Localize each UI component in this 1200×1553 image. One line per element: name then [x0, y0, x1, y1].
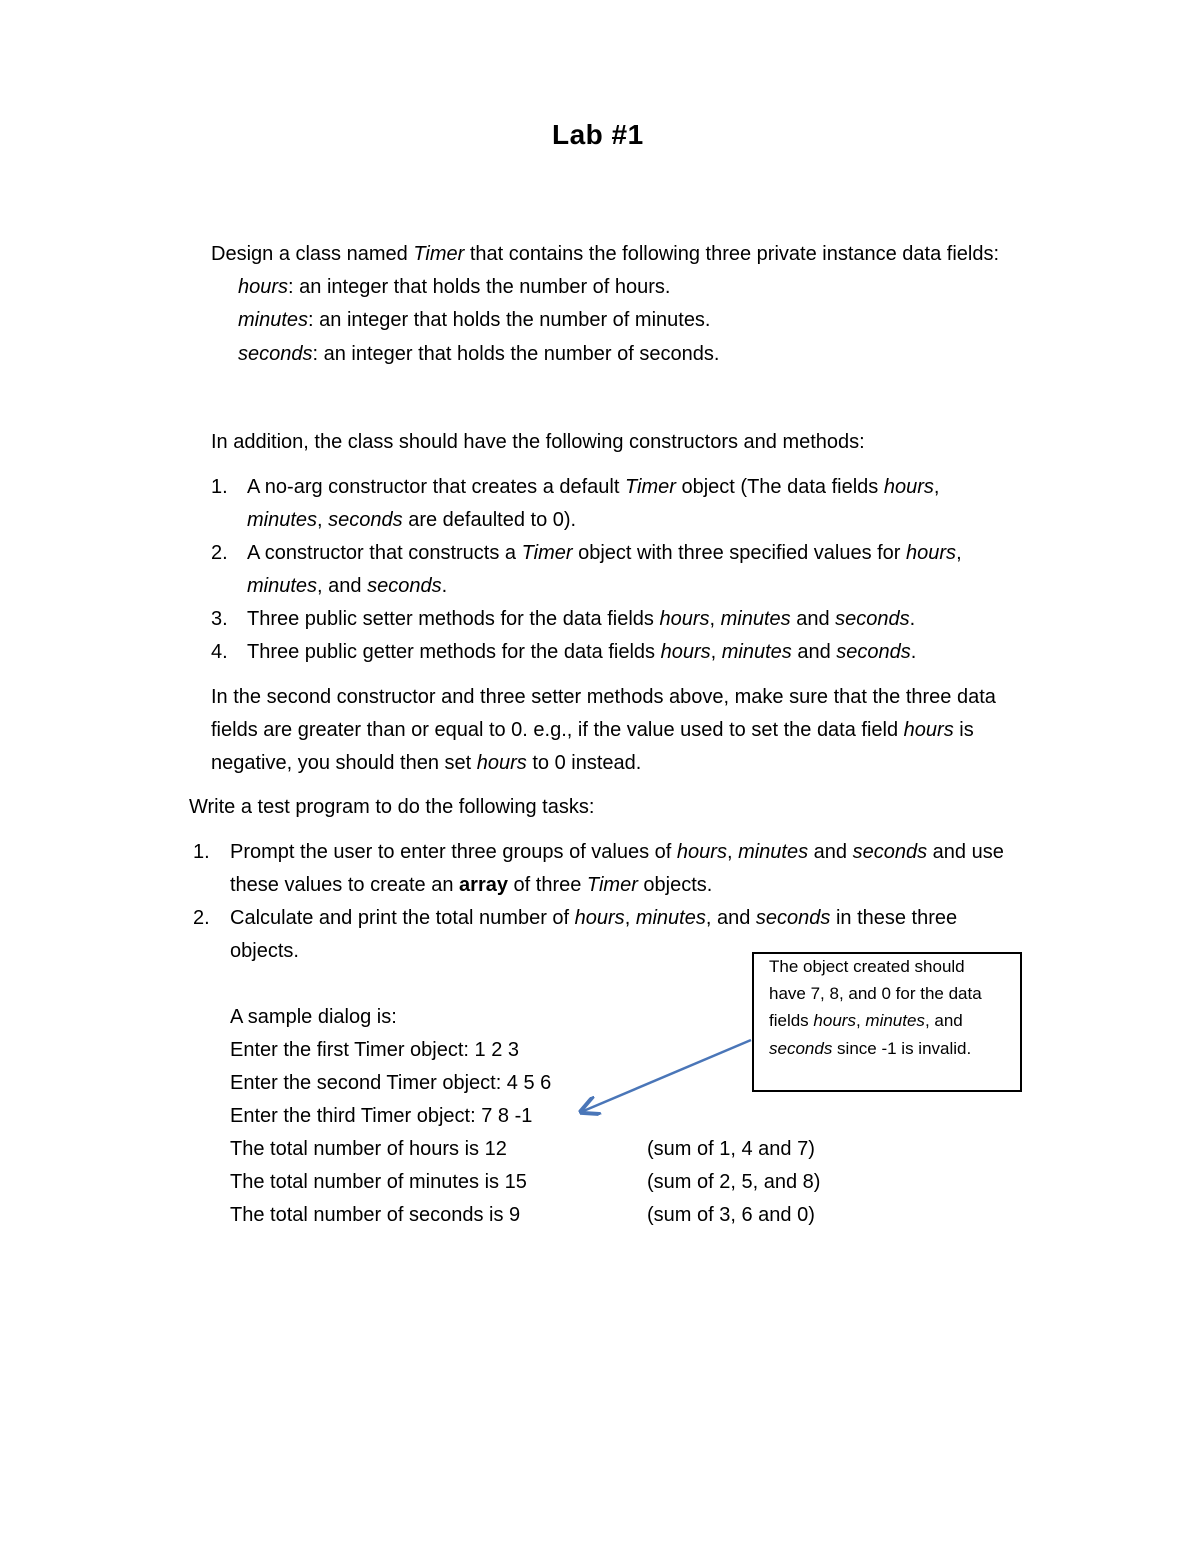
callout-line-2: have 7, 8, and 0 for the data	[769, 984, 982, 1003]
total-label: The total number of seconds is 9	[230, 1204, 521, 1226]
method-item-3: Three public setter methods for the data fields hours, minutes and seconds.	[247, 608, 916, 630]
total-label: The total number of hours is 12	[230, 1138, 507, 1160]
total-note: (sum of 1, 4 and 7)	[647, 1138, 815, 1160]
total-note: (sum of 2, 5, and 8)	[647, 1171, 821, 1193]
sample-line: Enter the second Timer object: 4 5 6	[230, 1072, 552, 1094]
method-item-1-cont: minutes, seconds are defaulted to 0).	[247, 509, 577, 531]
callout-line-4: seconds since -1 is invalid.	[769, 1039, 972, 1058]
method-number: 3.	[211, 608, 228, 630]
callout-line-3: fields hours, minutes, and	[769, 1011, 963, 1030]
method-item-1: A no-arg constructor that creates a default Timer object (The data fields hours,	[247, 476, 940, 498]
constraint-line-2: fields are greater than or equal to 0. e.g., if the value used to set the data field hours is	[211, 719, 974, 741]
task-item-2-cont: objects.	[230, 940, 299, 962]
method-item-4: Three public getter methods for the data fields hours, minutes and seconds.	[247, 641, 917, 663]
method-item-2: A constructor that constructs a Timer object with three specified values for hours,	[247, 542, 962, 564]
sample-line: Enter the first Timer object: 1 2 3	[230, 1039, 520, 1061]
method-number: 1.	[211, 476, 228, 498]
field-hours: hours: an integer that holds the number of hours.	[238, 276, 671, 298]
constraint-line-1: In the second constructor and three setter methods above, make sure that the three data	[211, 686, 996, 708]
task-item-1-cont: these values to create an array of three Timer objects.	[230, 874, 713, 896]
test-intro: Write a test program to do the following tasks:	[189, 796, 595, 818]
page-title: Lab #1	[552, 119, 644, 150]
total-note: (sum of 3, 6 and 0)	[647, 1204, 815, 1226]
field-seconds: seconds: an integer that holds the number of seconds.	[238, 343, 720, 365]
task-number: 1.	[193, 841, 210, 863]
callout-line-1: The object created should	[769, 957, 965, 976]
sample-heading: A sample dialog is:	[230, 1006, 397, 1028]
constraint-line-3: negative, you should then set hours to 0 instead.	[211, 752, 642, 774]
field-minutes: minutes: an integer that holds the number of minutes.	[238, 309, 711, 331]
method-number: 2.	[211, 542, 228, 564]
method-number: 4.	[211, 641, 228, 663]
task-number: 2.	[193, 907, 210, 929]
intro-paragraph: Design a class named Timer that contains the following three private instance data fields:	[211, 243, 1000, 265]
task-item-1: Prompt the user to enter three groups of values of hours, minutes and seconds and use	[230, 841, 1004, 863]
method-item-2-cont: minutes, and seconds.	[247, 575, 448, 597]
arrow-line	[581, 1040, 751, 1112]
task-item-2: Calculate and print the total number of hours, minutes, and seconds in these three	[230, 907, 958, 929]
sample-line: Enter the third Timer object: 7 8 -1	[230, 1105, 533, 1127]
addition-paragraph: In addition, the class should have the following constructors and methods:	[211, 431, 865, 453]
total-label: The total number of minutes is 15	[230, 1171, 527, 1193]
